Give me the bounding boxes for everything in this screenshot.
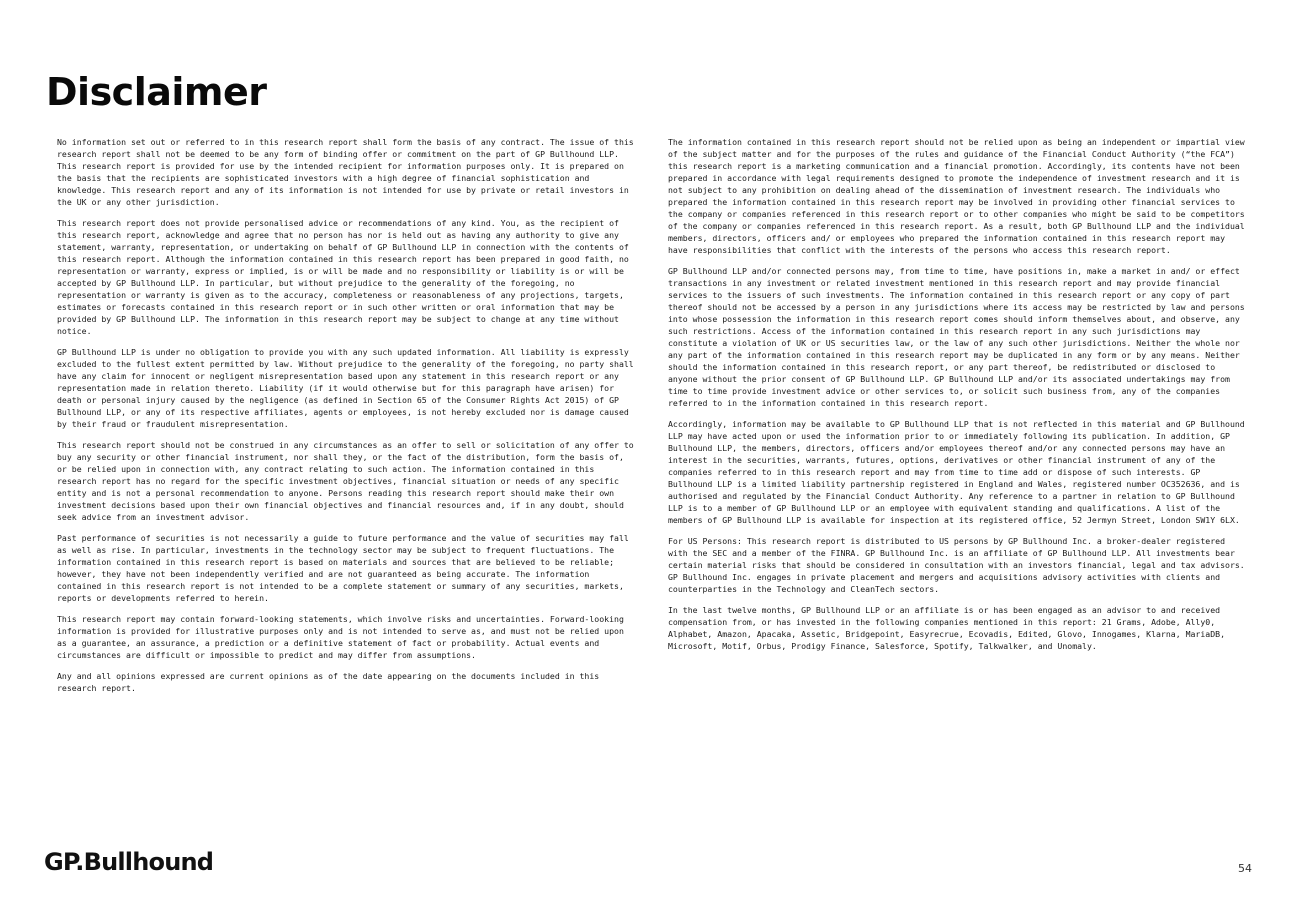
disclaimer-right-column xyxy=(668,136,1248,661)
page-title: Disclaimer xyxy=(46,70,267,114)
disclaimer-paragraph: In the last twelve months, GP Bullhound LLP or an affiliate is or has been engaged as an advisor to and received compensation from, or has invested in the following companies mentioned in this report: 21 Grams, Adobe, Ally0, Alphabet, Amazon, Apacaka, Assetic, Bridgepoint, Easyrecrue, Ecovadis, Edited, Glovo, Innogames, Klarna, MariaDB, Microsoft, Motif, Orbus, Prodigy Finance, Salesforce, Spotify, Talkwalker, and Unomaly. xyxy=(668,605,1226,651)
disclaimer-paragraph: Past performance of securities is not necessarily a guide to future performance and the value of securities may fall as well as rise. In particular, investments in the technology sector may be subject to frequent fluctuations. The information contained in this research report is based on materials and sources that are believed to be reliable; however, they have not been independently verified and are not guaranteed as being accurate. The information contained in this research report is not intended to be a complete statement or summary of any securities, markets, reports or developments referred to herein. xyxy=(57,533,629,603)
disclaimer-paragraph: This research report may contain forward-looking statements, which involve risks and uncertainties. Forward-looking information is provided for illustrative purposes only and is not intended to serve as, and must not be relied upon as a guarantee, an assurance, a prediction or a definitive statement of fact or probability. Actual events and circumstances are difficult or impossible to predict and may differ from assumptions. xyxy=(57,614,624,660)
disclaimer-paragraph: GP Bullhound LLP and/or connected persons may, from time to time, have positions in, make a market in and/ or effect transactions in any investment or related investment mentioned in this research report and may provide financial services to the issuers of such investments. The information contained in this research report or any copy of part thereof should not be accessed by a person in any jurisdictions where its access may be restricted by law and persons into whose possession the information in this research report comes should inform themselves about, and observe, any such restrictions. Access of the information contained in this research report in any such jurisdictions may constitute a violation of UK or US securities law, or the law of any such other jurisdictions. Neither the whole nor any part of the information contained in this research report may be duplicated in any form or by any means. Neither should the information contained in this research report, or any part thereof, be redistributed or disclosed to anyone without the prior consent of GP Bullhound LLP. GP Bullhound LLP and/or its associated undertakings may from time to time provide investment advice or other services to, or solicit such business from, any of the companies referred to in the information contained in this research report. xyxy=(668,266,1245,408)
disclaimer-paragraph: Accordingly, information may be available to GP Bullhound LLP that is not reflected in this material and GP Bullhound LLP may have acted upon or used the information prior to or immediately following its publication. In addition, GP Bullhound LLP, the members, directors, officers and/or employees thereof and/or any connected persons may have an interest in the securities, warrants, futures, options, derivatives or other financial instrument of any of the companies referred to in this research report and may from time to time add or dispose of such interests. GP Bullhound LLP is a limited liability partnership registered in England and Wales, registered number OC352636, and is authorised and regulated by the Financial Conduct Authority. Any reference to a partner in relation to GP Bullhound LLP is to a member of GP Bullhound LLP or an employee with equivalent standing and qualifications. A list of the members of GP Bullhound LLP is available for inspection at its registered office, 52 Jermyn Street, London SW1Y 6LX. xyxy=(668,419,1245,525)
disclaimer-left-column xyxy=(57,136,637,703)
disclaimer-paragraph: GP Bullhound LLP is under no obligation to provide you with any such updated information. All liability is expressly excluded to the fullest extent permitted by law. Without prejudice to the generality of the foregoing, no party shall have any claim for innocent or negligent misrepresentation based upon any statement in this research report or any representation made in relation thereto. Liability (if it would otherwise but for this paragraph have arisen) for death or personal injury caused by the negligence (as defined in Section 65 of the Consumer Rights Act 2015) of GP Bullhound LLP, or any of its respective affiliates, agents or employees, is not hereby excluded nor is damage caused by their fraud or fraudulent misrepresentation. xyxy=(57,347,634,429)
disclaimer-paragraph: For US Persons: This research report is distributed to US persons by GP Bullhound Inc. a broker-dealer registered with the SEC and a member of the FINRA. GP Bullhound Inc. is an affiliate of GP Bullhound LLP. All investments bear certain material risks that should be considered in consultation with an investors financial, legal and tax advisors. GP Bullhound Inc. engages in private placement and mergers and acquisitions advisory activities with clients and counterparties in the Technology and CleanTech sectors. xyxy=(668,536,1245,594)
disclaimer-paragraph: Any and all opinions expressed are current opinions as of the date appearing on the documents included in this research report. xyxy=(57,671,600,693)
disclaimer-paragraph: This research report should not be construed in any circumstances as an offer to sell or solicitation of any offer to buy any security or other financial instrument, nor shall they, or the fact of the distribution, form the basis of, or be relied upon in connection with, any contract relating to such action. The information contained in this research report has no regard for the specific investment objectives, financial situation or needs of any specific entity and is not a personal recommendation to anyone. Persons reading this research report should make their own investment decisions based upon their own financial objectives and financial resources and, if in any doubt, should seek advice from an investment advisor. xyxy=(57,440,634,522)
gp-bullhound-logo: GP.Bullhound xyxy=(44,848,214,876)
disclaimer-paragraph: No information set out or referred to in this research report shall form the basis of any contract. The issue of this research report shall not be deemed to be any form of binding offer or commitment on the part of GP Bullhound LLP. This research report is provided for use by the intended recipient for information purposes only. It is prepared on the basis that the recipients are sophisticated investors with a high degree of financial sophistication and knowledge. This research report and any of its information is not intended for use by private or retail investors in the UK or any other jurisdiction. xyxy=(57,137,634,207)
page-number: 54 xyxy=(1238,862,1252,875)
disclaimer-paragraph: The information contained in this research report should not be relied upon as being an independent or impartial view of the subject matter and for the purposes of the rules and guidance of the Financial Conduct Authority (“the FCA”) this research report is a marketing communication and a financial promotion. Accordingly, its contents have not been prepared in accordance with legal requirements designed to promote the independence of investment research and it is not subject to any prohibition on dealing ahead of the dissemination of investment research. The individuals who prepared the information contained in this research report may be involved in providing other financial services to the company or companies referenced in this research report or to other companies who might be said to be competitors of the company or companies referenced in this research report. As a result, both GP Bullhound LLP and the individual members, directors, officers and/ or employees who prepared the information contained in this research report may have responsibilities that conflict with the interests of the persons who access this research report. xyxy=(668,137,1245,255)
disclaimer-paragraph: This research report does not provide personalised advice or recommendations of any kind. You, as the recipient of this research report, acknowledge and agree that no person has nor is held out as having any authority to give any statement, warranty, representation, or undertaking on behalf of GP Bullhound LLP in connection with the contents of this research report. Although the information contained in this research report has been prepared in good faith, no representation or warranty, express or implied, is or will be made and no responsibility or liability is or will be accepted by GP Bullhound LLP. In particular, but without prejudice to the generality of the foregoing, no representation or warranty is given as to the accuracy, completeness or reasonableness of any projections, targets, estimates or forecasts contained in this research report or in such other written or oral information that may be provided by GP Bullhound LLP. The information in this research report may be subject to change at any time without notice. xyxy=(57,218,629,336)
